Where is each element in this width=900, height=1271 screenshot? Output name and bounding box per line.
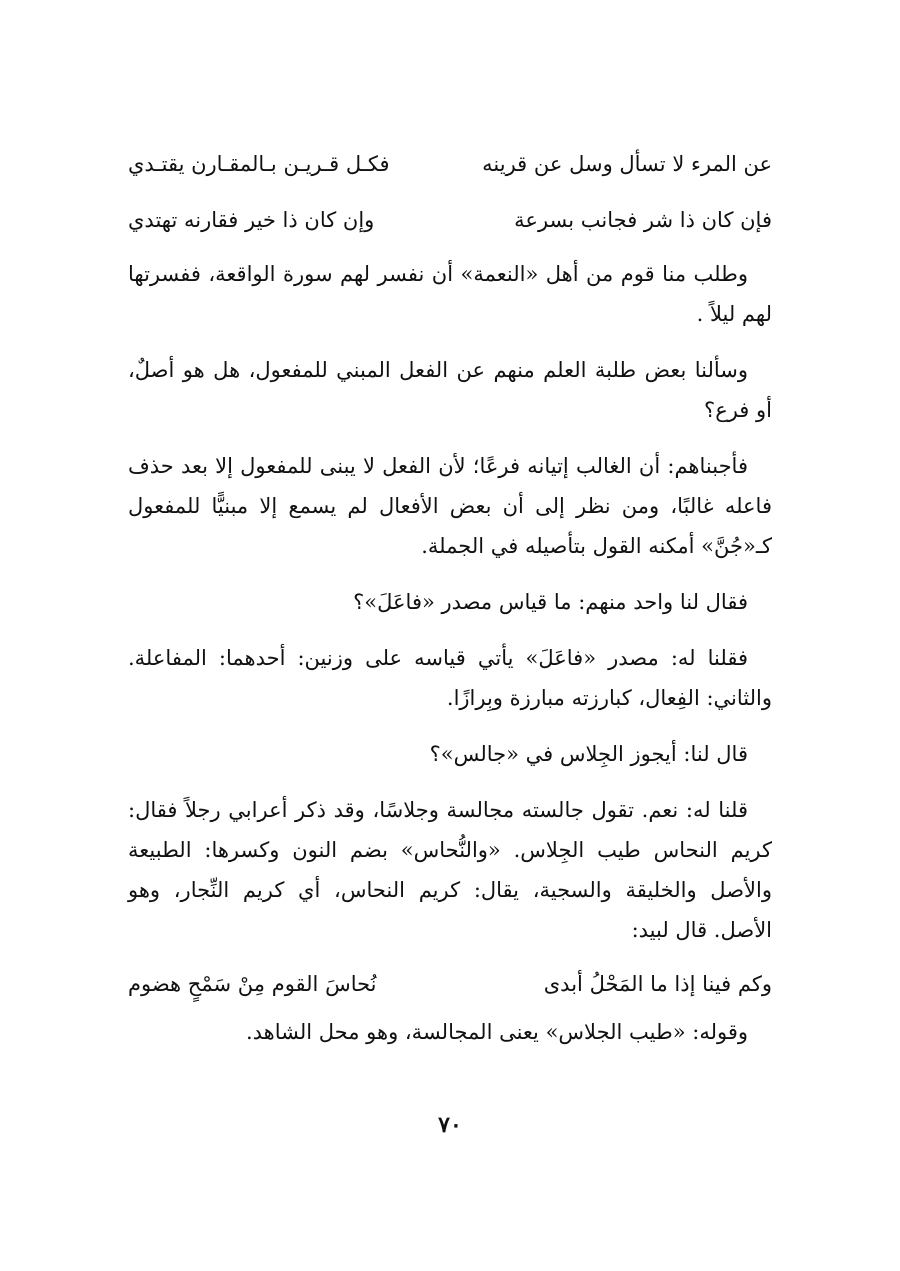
page-number: ٧٠	[438, 1112, 462, 1138]
verse-first-hemistich: عن المرء لا تسأل وسل عن قرينه	[482, 152, 772, 176]
verse-second-hemistich: فكـل قـريـن بـالمقـارن يقتـدي	[128, 152, 390, 176]
paragraph-passive-verb-question: وسألنا بعض طلبة العلم منهم عن الفعل المبني للمفعول، هل هو أصلٌ، أو فرع؟	[128, 358, 772, 422]
paragraph-jilas-answer: قلنا له: نعم. تقول جالسته مجالسة وجلاسًا، وقد ذكر أعرابي رجلاً فقال: كريم النحاس طيب الجِلاس. «والنُّحاس» بضم النون وكسرها: الطبيعة والأصل والخليقة والسجية، يقال: كريم النحاس، أي كريم النِّجار، وهو الأصل. قال لبيد:	[128, 798, 772, 942]
verse-second-hemistich: نُحاسَ القوم مِنْ سَمْحٍ هضوم	[128, 972, 377, 996]
paragraph-surah-request: وطلب منا قوم من أهل «النعمة» أن نفسر لهم سورة الواقعة، ففسرتها لهم ليلاً .	[128, 262, 772, 326]
paragraph-passive-verb-answer: فأجبناهم: أن الغالب إتيانه فرعًا؛ لأن الفعل لا يبنى للمفعول إلا بعد حذف فاعله غالبًا، ومن نظر إلى أن بعض الأفعال لم يسمع إلا مبنيًّا للمفعول كـ«جُنَّ» أمكنه القول بتأصيله في الجملة.	[128, 454, 772, 558]
verse-first-hemistich: فإن كان ذا شر فجانب بسرعة	[514, 208, 772, 232]
page-body	[128, 136, 772, 1052]
paragraph-closing: وقوله: «طيب الجلاس» يعنى المجالسة، وهو محل الشاهد.	[245, 1020, 748, 1044]
paragraph-jilas-question: قال لنا: أيجوز الجِلاس في «جالس»؟	[429, 742, 748, 766]
poem-verse-2	[128, 192, 772, 248]
poem-verse-labid	[128, 956, 772, 1012]
verse-second-hemistich: وإن كان ذا خير فقارنه تهتدي	[128, 208, 375, 232]
verse-first-hemistich: وكم فينا إذا ما المَحْلُ أبدى	[543, 972, 772, 996]
paragraph-masdar-question: فقال لنا واحد منهم: ما قياس مصدر «فاعَلَ»؟	[353, 590, 748, 614]
poem-verse-1	[128, 136, 772, 192]
paragraph-masdar-answer: فقلنا له: مصدر «فاعَلَ» يأتي قياسه على وزنين: أحدهما: المفاعلة. والثاني: الفِعال، كبارزته مبارزة وبِرازًا.	[128, 646, 772, 710]
